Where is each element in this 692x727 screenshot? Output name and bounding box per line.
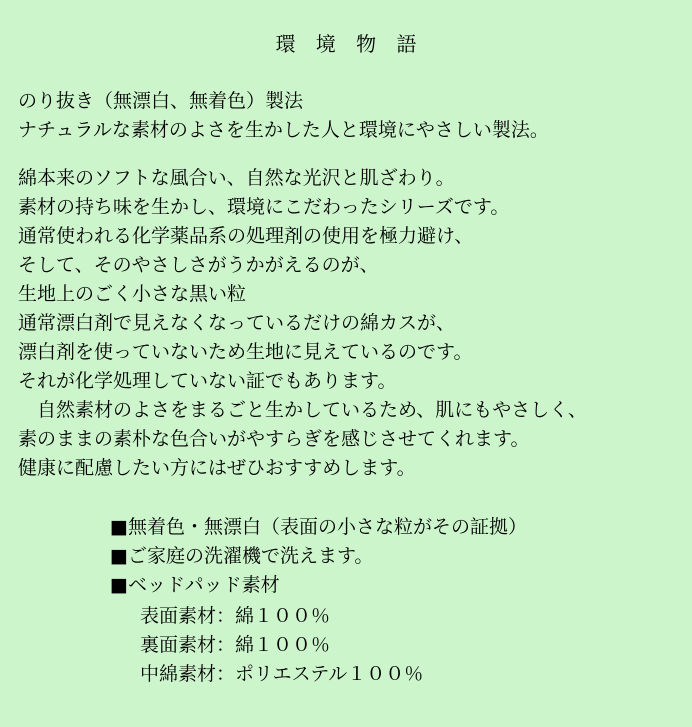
- paragraph-line: 素材の持ち味を生かし、環境にこだわったシリーズです。: [18, 196, 510, 218]
- paragraph-line: のり抜き（無漂白、無着色）製法: [18, 90, 304, 112]
- spec-item: 表面素材：綿１００％: [140, 605, 331, 627]
- paragraph-line: 綿本来のソフトな風合い、自然な光沢と肌ざわり。: [18, 167, 455, 189]
- paragraph-line: 健康に配慮したい方にはぜひおすすめします。: [18, 457, 416, 479]
- paragraph-line: そして、そのやさしさがうかがえるのが、: [18, 254, 379, 276]
- spec-item: 中綿素材：ポリエステル１００％: [140, 663, 424, 685]
- paragraph-line: 通常使われる化学薬品系の処理剤の使用を極力避け、: [18, 225, 474, 247]
- paragraph-line: 通常漂白剤で見えなくなっているだけの綿カスが、: [18, 312, 456, 334]
- paragraph-line: 自然素材のよさをまるごと生かしているため、肌にもやさしく、: [18, 399, 587, 421]
- paragraph-line: それが化学処理していない証でもあります。: [18, 370, 397, 392]
- list-item: ■無着色・無漂白（表面の小さな粒がその証拠）: [110, 516, 527, 538]
- paragraph-line: 素のままの素朴な色合いがやすらぎを感じさせてくれます。: [18, 428, 530, 450]
- feature-list: [0, 513, 692, 689]
- paragraph-spacer: [18, 145, 682, 164]
- paragraph-line: 生地上のごく小さな黒い粒: [18, 283, 247, 305]
- spec-item: 裏面素材：綿１００％: [140, 634, 331, 656]
- document-body: [0, 87, 692, 483]
- document-page: [0, 28, 692, 727]
- list-item: ■ベッドパッド素材: [110, 574, 280, 596]
- page-title: 環 境 物 語: [275, 32, 424, 56]
- material-spec-list: [110, 602, 692, 689]
- list-item: ■ご家庭の洗濯機で洗えます。: [110, 545, 374, 567]
- paragraph-line: ナチュラルな素材のよさを生かした人と環境にやさしい製法。: [18, 119, 549, 141]
- paragraph-line: 漂白剤を使っていないため生地に見えているのです。: [18, 341, 473, 363]
